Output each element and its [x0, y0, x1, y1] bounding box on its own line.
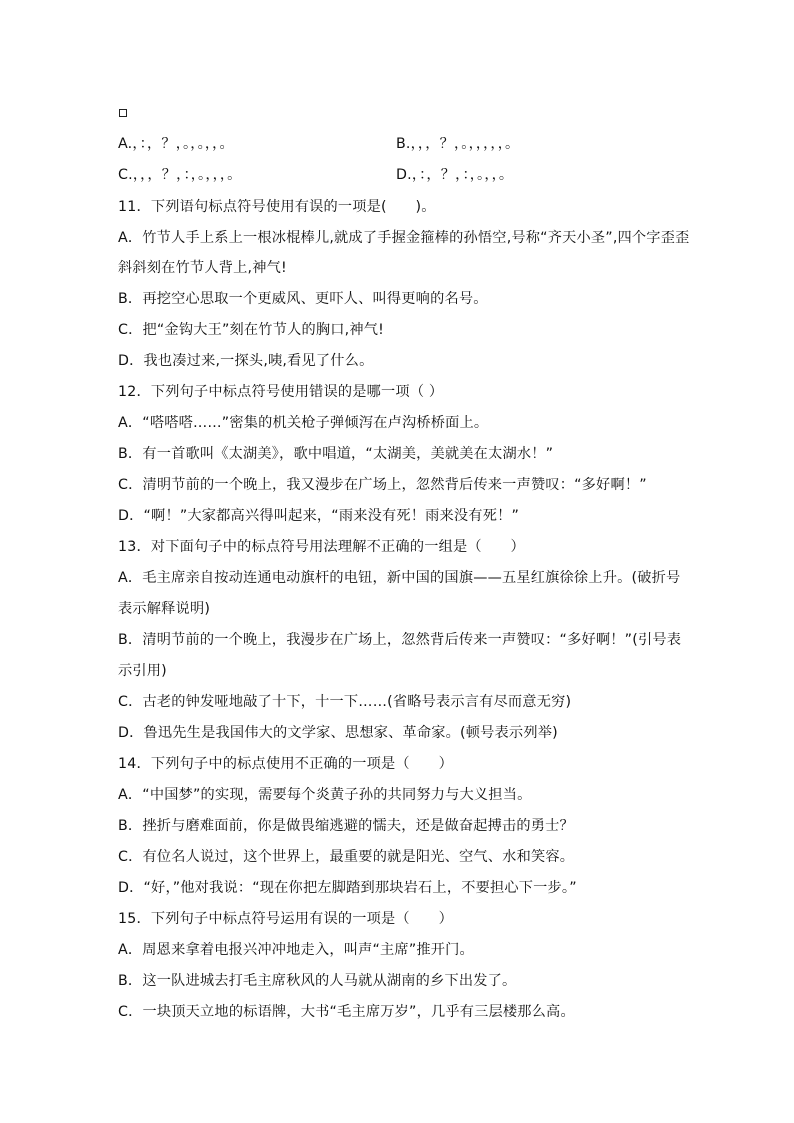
- q13-option-b: B．清明节前的一个晚上，我漫步在广场上，忽然背后传来一声赞叹：“多好啊！”(引号表: [118, 632, 682, 648]
- q14-option-d: D．“好，”他对我说：“现在你把左脚踏到那块岩石上，不要担心下一步。”: [118, 880, 577, 896]
- question-12: 12．下列句子中标点符号使用错误的是哪一项（ ）: [118, 384, 444, 400]
- q12-option-b: B．有一首歌叫《太湖美》，歌中唱道，“太湖美，美就美在太湖水！”: [118, 446, 554, 462]
- q14-option-a: A．“中国梦”的实现，需要每个炎黄子孙的共同努力与大义担当。: [118, 787, 532, 803]
- q11-option-a: A．竹节人手上系上一根冰棍棒儿,就成了手握金箍棒的孙悟空,号称“齐天小圣”,四个字歪歪: [118, 230, 690, 246]
- question-11: 11．下列语句标点符号使用有误的一项是( )。: [118, 199, 436, 215]
- q15-option-a: A．周恩来拿着电报兴冲冲地走入，叫声“主席”推开门。: [118, 942, 474, 958]
- q12-option-d: D．“啊！”大家都高兴得叫起来，“雨来没有死！雨来没有死！”: [118, 508, 520, 524]
- q14-option-b: B．挫折与磨难面前，你是做畏缩逃避的懦夫，还是做奋起搏击的勇士？: [118, 818, 574, 834]
- question-13: 13．对下面句子中的标点符号用法理解不正确的一组是（ ）: [118, 539, 525, 555]
- question-14: 14．下列句子中的标点使用不正确的一项是（ ）: [118, 756, 453, 772]
- question-15: 15．下列句子中标点符号运用有误的一项是（ ）: [118, 911, 453, 927]
- q14-option-c: C．有位名人说过，这个世界上，最重要的就是阳光、空气、水和笑容。: [118, 849, 575, 865]
- q12-option-a: A．“嗒嗒嗒……”密集的机关枪子弹倾泻在卢沟桥桥面上。: [118, 415, 489, 431]
- q13-option-a-cont: 表示解释说明): [118, 601, 211, 617]
- q15-option-b: B．这一队进城去打毛主席秋风的人马就从湖南的乡下出发了。: [118, 973, 517, 989]
- q11-option-a-cont: 斜斜刻在竹节人背上,神气!: [118, 260, 287, 276]
- q13-option-a: A．毛主席亲自按动连通电动旗杆的电钮，新中国的国旗——五星红旗徐徐上升。(破折号: [118, 570, 681, 586]
- q13-option-d: D．鲁迅先生是我国伟大的文学家、思想家、革命家。(顿号表示列举): [118, 725, 558, 741]
- q12-option-c: C．清明节前的一个晚上，我又漫步在广场上，忽然背后传来一声赞叹：“多好啊！”: [118, 477, 647, 493]
- q15-option-c: C．一块顶天立地的标语牌，大书“毛主席万岁”，几乎有三层楼那么高。: [118, 1004, 575, 1020]
- q11-option-c: C．把“金钩大王”刻在竹节人的胸口,神气!: [118, 322, 385, 338]
- option-c-punctuation: C.，，，？，：，。，，，。: [118, 167, 242, 183]
- option-b-punctuation: B.，，，？，。，，，，，。: [396, 136, 520, 152]
- option-d-punctuation: D.，：，？，：，。，，。: [396, 167, 514, 183]
- q11-option-d: D．我也凑过来,一探头,咦,看见了什么。: [118, 353, 374, 369]
- q13-option-b-cont: 示引用): [118, 663, 167, 679]
- option-a-punctuation: A.，：，？，。，。，，。: [118, 136, 234, 152]
- square-bullet-icon: [119, 109, 127, 117]
- q11-option-b: B．再挖空心思取一个更威风、更吓人、叫得更响的名号。: [118, 291, 488, 307]
- q13-option-c: C．古老的钟发哑地敲了十下，十一下……(省略号表示言有尽而意无穷): [118, 694, 572, 710]
